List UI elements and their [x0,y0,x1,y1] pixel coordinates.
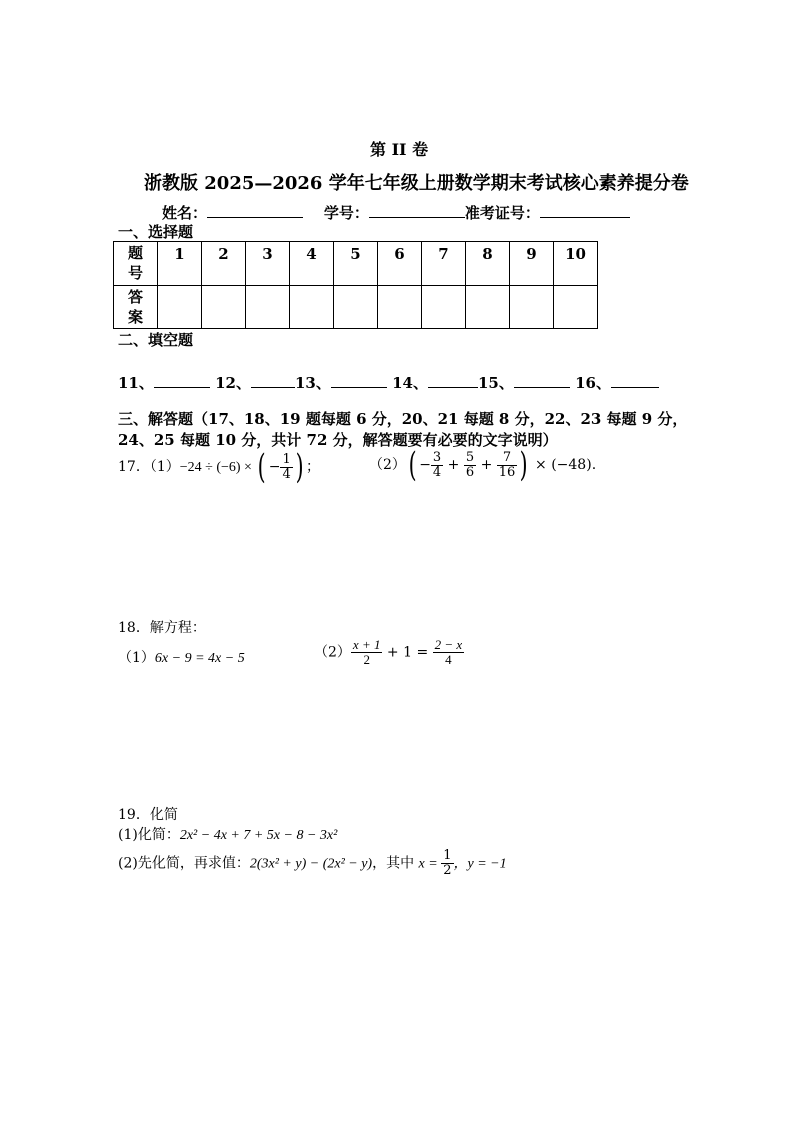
question-19-title: 19．化简 [118,807,178,823]
question-number-cell: 2 [202,242,246,286]
choice-answer-table [113,241,598,329]
student-info-line [162,202,630,223]
question-18-title: 18．解方程： [118,620,206,636]
volume-label: 第 II 卷 [370,140,429,159]
student-id-field[interactable] [369,203,465,218]
row-label-question-number: 题 号 [114,242,158,286]
student-id-label: 学号： [323,204,369,222]
name-label: 姓名： [162,204,208,222]
fill-item-label: 15、 [477,374,514,392]
question-number-cell: 7 [422,242,466,286]
question-19-part-2: (2)先化简，再求值：2(3x² + y) − (2x² − y)，其中 x = $\frac{1}{2}$ ，y = −1 [118,848,507,878]
fill-blank[interactable] [611,373,659,388]
fill-item-label: 12、 [215,374,251,392]
fill-item-label: 13、 [294,374,331,392]
answer-cell[interactable] [158,286,202,329]
question-number-cell: 3 [246,242,290,286]
answer-cell[interactable] [422,286,466,329]
question-18-part-2: （2） $\frac{x + 1}{2}$ + 1 = $\frac{2 - x}{4}$ [314,637,463,667]
table-row-answers [114,286,598,329]
section-solve-heading: 三、解答题（17、18、19 题每题 6 分，20、21 每题 8 分，22、23 每题 9 分， [118,410,688,428]
question-19-part-1: (1)化简：2x² − 4x + 7 + 5x − 8 − 3x² [118,827,338,843]
question-number-cell: 4 [290,242,334,286]
question-17-part-2: （2）( − $\frac{3}{4}$ + $\frac{5}{6}$ + $\frac{7}{16}$ ) × (−48). [369,445,597,485]
answer-cell[interactable] [202,286,246,329]
fill-blank[interactable] [428,373,478,388]
answer-cell[interactable] [334,286,378,329]
answer-cell[interactable] [510,286,554,329]
question-number-cell: 1 [158,242,202,286]
fill-item-label: 14、 [392,374,428,392]
question-number-cell: 5 [334,242,378,286]
question-number-cell: 6 [378,242,422,286]
fill-blank[interactable] [251,373,295,388]
question-number-cell: 9 [510,242,554,286]
answer-cell[interactable] [554,286,598,329]
answer-cell[interactable] [246,286,290,329]
fill-item-label: 16、 [575,374,611,392]
answer-cell[interactable] [466,286,510,329]
fill-blank[interactable] [514,373,570,388]
section-solve-note: 24、25 每题 10 分，共计 72 分，解答题要有必要的文字说明） [118,431,558,449]
section-fill-heading: 二、填空题 [118,331,194,349]
fill-item-label: 11、 [118,374,154,392]
exam-number-label: 准考证号： [464,204,540,222]
answer-cell[interactable] [290,286,334,329]
fill-blank[interactable] [331,373,387,388]
question-number-cell: 10 [554,242,598,286]
answer-cell[interactable] [378,286,422,329]
question-18-part-1: （1）6x − 9 = 4x − 5 [118,650,245,666]
fraction: $\frac{1}{4}$ [282,451,291,482]
section-choice-heading: 一、选择题 [118,223,194,241]
question-17-part-1: 17．（1）−24 ÷ (−6) × ( − $\frac{1}{4}$ ) ； [118,447,320,487]
exam-number-field[interactable] [540,203,630,218]
question-number-cell: 8 [466,242,510,286]
row-label-answer: 答 案 [114,286,158,329]
exam-title: 浙教版 2025—2026 学年七年级上册数学期末考试核心素养提分卷 [144,173,689,194]
table-row-numbers [114,242,598,286]
fill-blank-line [118,372,659,393]
name-field[interactable] [207,203,303,218]
fill-blank[interactable] [154,373,210,388]
